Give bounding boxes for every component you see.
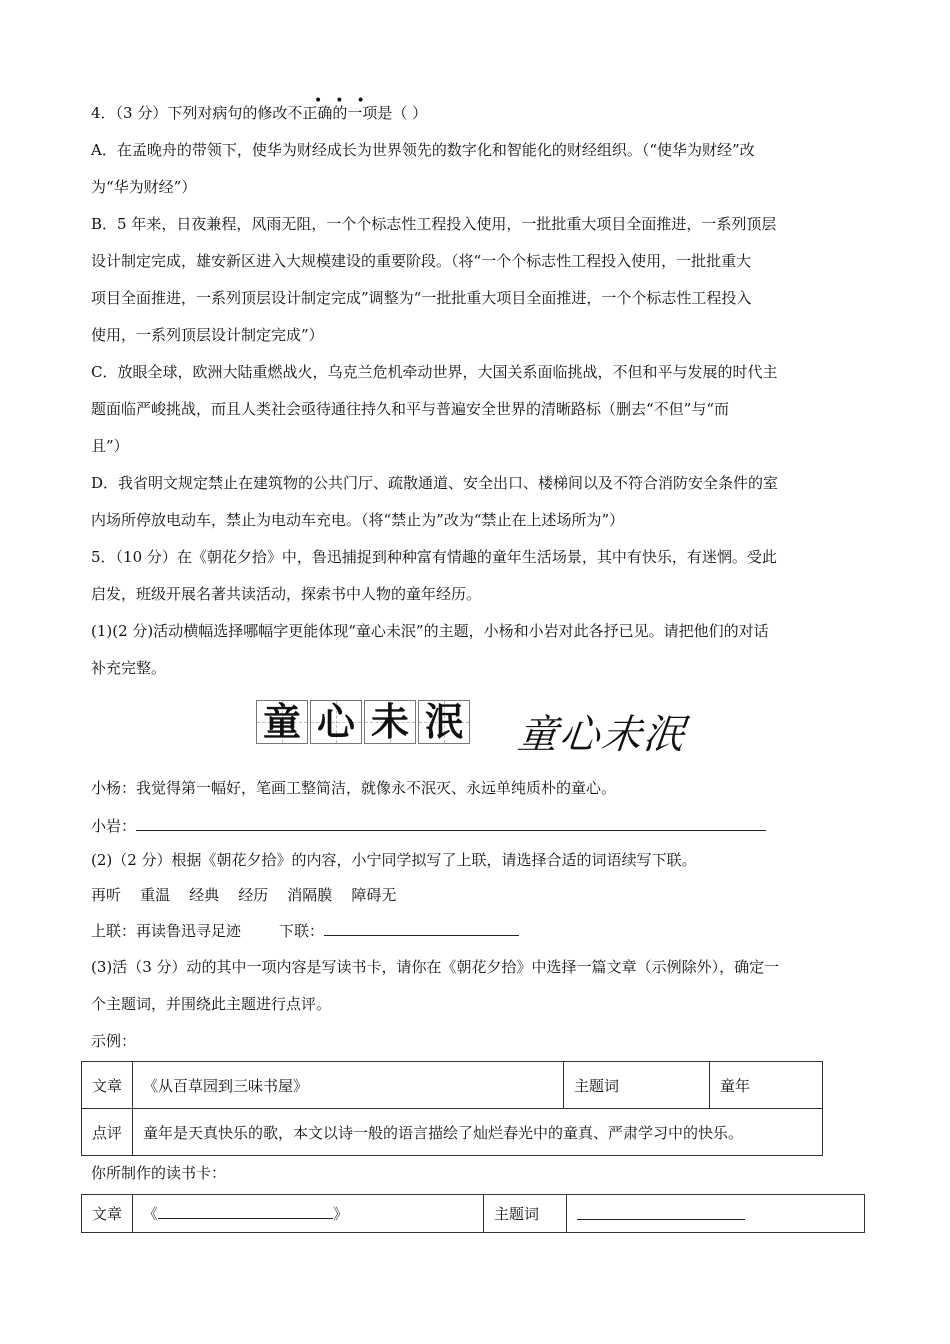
calligraphy-regular-image [256, 700, 472, 750]
q4-option-d-line1: D．我省明文规定禁止在建筑物的公共门厅、疏散通道、安全出口、楼梯间以及不符合消防安全条件的室 [91, 474, 779, 492]
q4-option-b-line2: 设计制定完成，雄安新区进入大规模建设的重要阶段。（将“一个个标志性工程投入使用，一批批重大 [91, 252, 752, 270]
theme-input-cell [567, 1195, 865, 1233]
table-row [82, 1195, 865, 1233]
your-card-label: 你所制作的读书卡： [91, 1164, 227, 1182]
your-reading-card-table [81, 1194, 865, 1233]
calligraphy-cursive-image: 童心未泯 [515, 712, 689, 758]
lower-couplet-label: 下联： [279, 922, 325, 940]
q5-part3-line2: 个主题词，并围绕此主题进行点评。 [91, 995, 332, 1013]
dialogue-xiaoyang: 小杨：我觉得第一幅好，笔画工整简洁，就像永不泯灭、永远单纯质朴的童心。 [91, 779, 617, 797]
dialogue-xiaoyan: 小岩： [91, 815, 766, 836]
table-row [82, 1062, 823, 1109]
q4-option-c-line1: C．放眼全球，欧洲大陆重燃战火，乌克兰危机牵动世界，大国关系面临挑战，不但和平与发展的时代主 [91, 363, 778, 381]
article-title-blank[interactable] [158, 1203, 333, 1219]
q4-option-c-line3: 且”） [91, 437, 129, 455]
comment-label-cell: 点评 [82, 1109, 133, 1156]
q4-option-b-line4: 使用，一系列顶层设计制定完成”） [91, 326, 324, 344]
comment-value-cell: 童年是天真快乐的歌，本文以诗一般的语言描绘了灿烂春光中的童真、严肃学习中的快乐。 [133, 1109, 823, 1156]
q4-option-a-line2: 为“华为财经”） [91, 178, 197, 196]
q4-option-b-line3: 项目全面推进，一系列顶层设计制定完成”调整为“一批批重大项目全面推进，一个个标志性工程投入 [91, 289, 752, 307]
theme-label-cell: 主题词 [484, 1195, 567, 1233]
theme-value-cell: 童年 [710, 1062, 823, 1109]
article-value-cell: 《从百草园到三味书屋》 [133, 1062, 564, 1109]
article-label-cell: 文章 [82, 1062, 133, 1109]
article-input-cell: 《 》 [133, 1195, 484, 1233]
answer-blank-xiaoyan[interactable] [136, 815, 766, 831]
article-label-cell: 文章 [82, 1195, 133, 1233]
q5-intro-line1: 5．（10 分）在《朝花夕拾》中，鲁迅捕捉到种种富有情趣的童年生活场景，其中有快乐，有迷惘。受此 [91, 548, 777, 566]
q4-option-c-line2: 题面临严峻挑战，而且人类社会亟待通往持久和平与普遍安全世界的清晰路标（删去“不但”与“而 [91, 400, 730, 418]
q5-part3-line1: (3)活（3 分）动的其中一项内容是写读书卡，请你在《朝花夕拾》中选择一篇文章（示例除外），确定一 [91, 958, 780, 976]
upper-couplet: 上联：再读鲁迅寻足迹 [91, 922, 242, 940]
table-row [82, 1109, 823, 1156]
calligraphy-char: 心 [310, 700, 362, 744]
word-bank: 再听 重温 经典 经历 消隔膜 障碍无 [91, 886, 397, 904]
emphasized-text: 不正确 [287, 104, 333, 122]
q5-part2: (2)（2 分）根据《朝花夕拾》的内容，小宁同学拟写了上联，请选择合适的词语续写下联。 [91, 851, 697, 869]
q4-stem: 4．（3 分）下列对病句的修改不正确的一项是（ ） [91, 104, 428, 122]
emphasis-dots: ••• [314, 93, 378, 109]
theme-word-blank[interactable] [577, 1204, 745, 1220]
q4-option-d-line2: 内场所停放电动车，禁止为电动车充电。（将“禁止为”改为“禁止在上述场所为”） [91, 511, 625, 529]
q4-option-a-line1: A．在孟晚舟的带领下，使华为财经成长为世界领先的数字化和智能化的财经组织。（“使华为财经”改 [91, 141, 755, 159]
calligraphy-char: 未 [364, 700, 416, 744]
example-reading-card-table [81, 1061, 823, 1156]
calligraphy-char: 泯 [418, 700, 470, 744]
calligraphy-char: 童 [256, 700, 308, 744]
q5-intro-line2: 启发，班级开展名著共读活动，探索书中人物的童年经历。 [91, 585, 482, 603]
q5-part1-line1: (1)(2 分)活动横幅选择哪幅字更能体现“童心未泯”的主题，小杨和小岩对此各抒已见。请把他们的对话 [91, 622, 769, 640]
q4-option-b-line1: B．5 年来，日夜兼程，风雨无阻，一个个标志性工程投入使用，一批批重大项目全面推进，一系列顶层 [91, 215, 777, 233]
q5-part1-line2: 补充完整。 [91, 659, 167, 677]
example-label: 示例： [91, 1032, 137, 1050]
couplet-lines [91, 920, 519, 941]
theme-label-cell: 主题词 [564, 1062, 710, 1109]
answer-blank-lower-couplet[interactable] [324, 920, 519, 936]
